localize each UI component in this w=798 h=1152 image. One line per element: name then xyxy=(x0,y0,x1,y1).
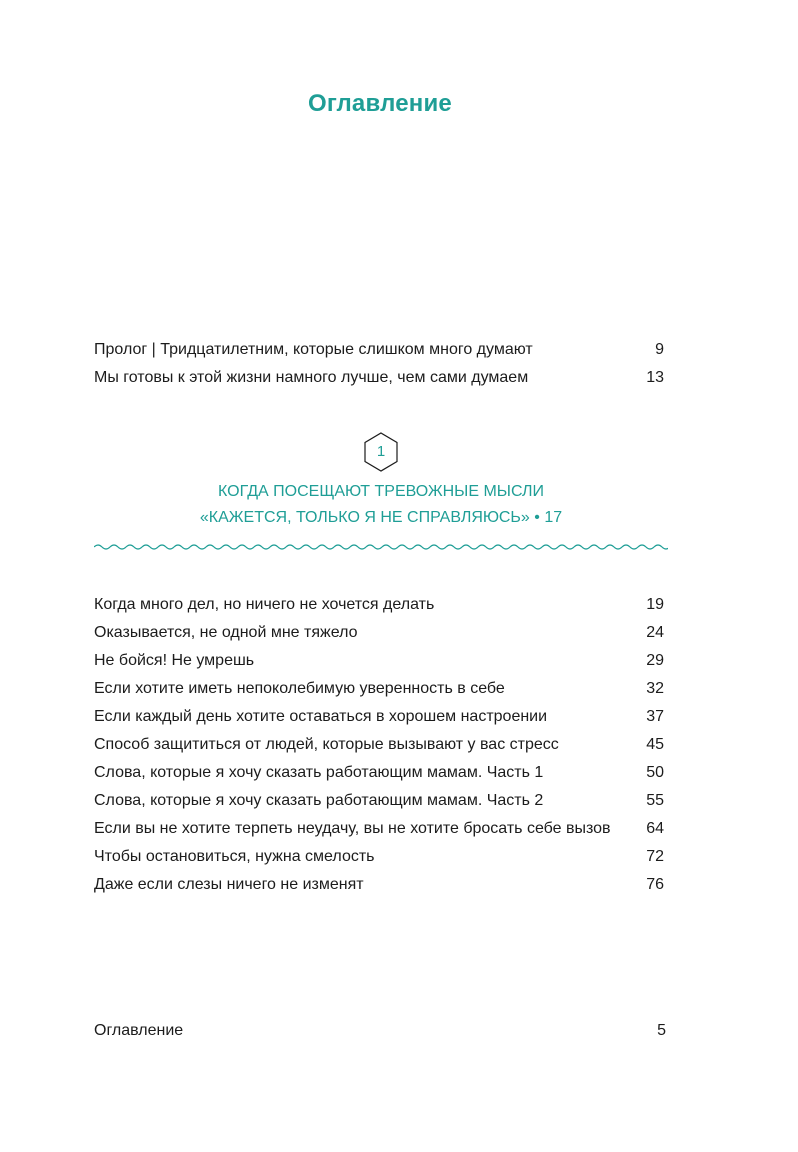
footer-page-number: 5 xyxy=(657,1022,666,1039)
chapter-heading-line2[interactable]: «КАЖЕТСЯ, ТОЛЬКО Я НЕ СПРАВЛЯЮСЬ» • 17 xyxy=(199,509,563,526)
toc-row[interactable] xyxy=(94,818,664,840)
toc-entry-title: Если вы не хотите терпеть неудачу, вы не хотите бросать себе вызов xyxy=(94,820,611,837)
toc-entry-page: 13 xyxy=(646,369,664,386)
toc-entry-title: Мы готовы к этой жизни намного лучше, чем сами думаем xyxy=(94,369,529,386)
toc-entry-page: 19 xyxy=(646,596,664,613)
toc-entry-title: Если каждый день хотите оставаться в хорошем настроении xyxy=(94,708,548,725)
toc-row[interactable] xyxy=(94,790,664,812)
prologue-list xyxy=(94,339,664,395)
toc-row[interactable] xyxy=(94,339,664,361)
toc-row[interactable] xyxy=(94,706,664,728)
toc-entry-page: 55 xyxy=(646,792,664,809)
toc-row[interactable] xyxy=(94,846,664,868)
toc-entry-page: 29 xyxy=(646,652,664,669)
toc-entry-title: Слова, которые я хочу сказать работающим мамам. Часть 2 xyxy=(94,792,544,809)
toc-entry-title: Слова, которые я хочу сказать работающим мамам. Часть 1 xyxy=(94,764,544,781)
toc-entry-title: Пролог | Тридцатилетним, которые слишком много думают xyxy=(94,341,533,358)
footer-title: Оглавление xyxy=(94,1022,184,1039)
toc-entry-title: Оказывается, не одной мне тяжело xyxy=(94,624,358,641)
toc-entry-title: Даже если слезы ничего не изменят xyxy=(94,876,364,893)
toc-row[interactable] xyxy=(94,678,664,700)
toc-entry-title: Если хотите иметь непоколебимую уверенность в себе xyxy=(94,680,505,697)
toc-entry-page: 50 xyxy=(646,764,664,781)
toc-entry-title: Когда много дел, но ничего не хочется делать xyxy=(94,596,435,613)
toc-row[interactable] xyxy=(94,594,664,616)
toc-row[interactable] xyxy=(94,622,664,644)
toc-entry-page: 32 xyxy=(646,680,664,697)
toc-row[interactable] xyxy=(94,762,664,784)
chapter-heading-line1: КОГДА ПОСЕЩАЮТ ТРЕВОЖНЫЕ МЫСЛИ xyxy=(218,483,544,500)
chapter-number: 1 xyxy=(376,443,386,460)
toc-row[interactable] xyxy=(94,367,664,389)
toc-row[interactable] xyxy=(94,650,664,672)
toc-entry-page: 64 xyxy=(646,820,664,837)
page-title: Оглавление xyxy=(308,90,452,117)
toc-entry-page: 45 xyxy=(646,736,664,753)
toc-entry-page: 76 xyxy=(646,876,664,893)
toc-row[interactable] xyxy=(94,734,664,756)
toc-entry-page: 9 xyxy=(655,341,664,358)
toc-entry-title: Не бойся! Не умрешь xyxy=(94,652,255,669)
wave-divider xyxy=(94,542,668,552)
toc-row[interactable] xyxy=(94,874,664,896)
toc-entry-page: 37 xyxy=(646,708,664,725)
chapter1-list xyxy=(94,594,664,902)
toc-entry-page: 24 xyxy=(646,624,664,641)
toc-entry-page: 72 xyxy=(646,848,664,865)
toc-entry-title: Чтобы остановиться, нужна смелость xyxy=(94,848,375,865)
toc-entry-title: Способ защититься от людей, которые вызывают у вас стресс xyxy=(94,736,559,753)
